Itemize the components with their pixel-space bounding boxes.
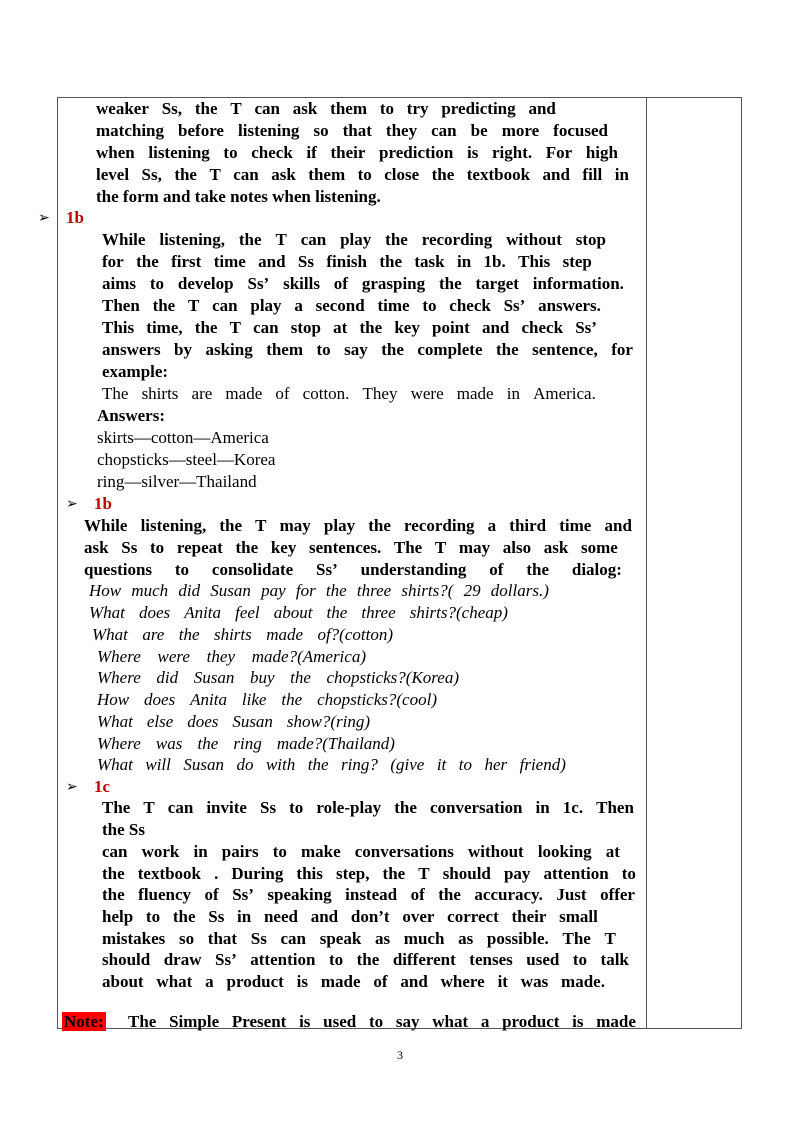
sec2-line-2: ask Ss to repeat the key sentences. The T may also ask some bbox=[84, 538, 618, 557]
section-heading-1b: 1b bbox=[66, 208, 84, 227]
note-text: The Simple Present is used to say what a product is made bbox=[128, 1012, 636, 1031]
sec2-line-3: questions to consolidate Ss’ understanding of the dialog: bbox=[84, 560, 622, 579]
question-item: What are the shirts made of?(cotton) bbox=[92, 625, 393, 644]
arrow-bullet-icon: ➢ bbox=[66, 496, 78, 512]
para1-line-3: when listening to check if their prediction is right. For high bbox=[96, 143, 618, 162]
sec1-line-3: aims to develop Ss’ skills of grasping the target information. bbox=[102, 274, 624, 293]
sec1-line-7: example: bbox=[102, 362, 169, 381]
section-heading-1c: 1c bbox=[94, 777, 111, 796]
sec1-line-5: This time, the T can stop at the key point and check Ss’ bbox=[102, 318, 597, 337]
section-heading-1b-second: 1b bbox=[94, 494, 112, 513]
question-item: What will Susan do with the ring? (give it to her friend) bbox=[97, 755, 566, 774]
sec2-line-1: While listening, the T may play the recording a third time and bbox=[84, 516, 632, 535]
answer-item: ring—silver—Thailand bbox=[97, 472, 257, 491]
sec3-line-5: the fluency of Ss’ speaking instead of the accuracy. Just offer bbox=[102, 885, 635, 904]
sec1-line-2: for the first time and Ss finish the task in 1b. This step bbox=[102, 252, 592, 271]
column-divider bbox=[646, 98, 647, 1028]
answer-item: skirts—cotton—America bbox=[97, 428, 269, 447]
sec3-line-3: can work in pairs to make conversations without looking at bbox=[102, 842, 620, 861]
sec1-line-6: answers by asking them to say the complete the sentence, for bbox=[102, 340, 633, 359]
question-item: What else does Susan show?(ring) bbox=[97, 712, 370, 731]
note-tag: Note: bbox=[64, 1012, 104, 1031]
sec1-example: The shirts are made of cotton. They were made in America. bbox=[102, 384, 596, 403]
sec3-line-8: should draw Ss’ attention to the different tenses used to talk bbox=[102, 950, 629, 969]
question-item: Where were they made?(America) bbox=[97, 647, 366, 666]
para1-line-2: matching before listening so that they can be more focused bbox=[96, 121, 608, 140]
sec1-line-1: While listening, the T can play the recording without stop bbox=[102, 230, 606, 249]
answers-label: Answers: bbox=[97, 406, 165, 425]
question-item: What does Anita feel about the three shirts?(cheap) bbox=[89, 603, 508, 622]
answer-item: chopsticks—steel—Korea bbox=[97, 450, 276, 469]
sec3-line-9: about what a product is made of and where it was made. bbox=[102, 972, 605, 991]
sec3-line-2: the Ss bbox=[102, 820, 145, 839]
question-item: How does Anita like the chopsticks?(cool) bbox=[97, 690, 437, 709]
note-label bbox=[62, 1011, 106, 1033]
para1-line-4: level Ss, the T can ask them to close the textbook and fill in bbox=[96, 165, 629, 184]
question-item: Where did Susan buy the chopsticks?(Korea) bbox=[97, 668, 459, 687]
arrow-bullet-icon: ➢ bbox=[66, 779, 78, 795]
sec1-line-4: Then the T can play a second time to check Ss’ answers. bbox=[102, 296, 601, 315]
question-item: How much did Susan pay for the three shirts?( 29 dollars.) bbox=[89, 581, 549, 600]
sec3-line-6: help to the Ss in need and don’t over correct their small bbox=[102, 907, 598, 926]
sec3-line-4: the textbook . During this step, the T should pay attention to bbox=[102, 864, 636, 883]
para1-line-1: weaker Ss, the T can ask them to try predicting and bbox=[96, 99, 556, 118]
question-item: Where was the ring made?(Thailand) bbox=[97, 734, 395, 753]
sec3-line-7: mistakes so that Ss can speak as much as possible. The T bbox=[102, 929, 616, 948]
para1-line-5: the form and take notes when listening. bbox=[96, 187, 381, 206]
arrow-bullet-icon: ➢ bbox=[38, 210, 50, 226]
sec3-line-1: The T can invite Ss to role-play the conversation in 1c. Then bbox=[102, 798, 634, 817]
page-number: 3 bbox=[397, 1048, 403, 1062]
